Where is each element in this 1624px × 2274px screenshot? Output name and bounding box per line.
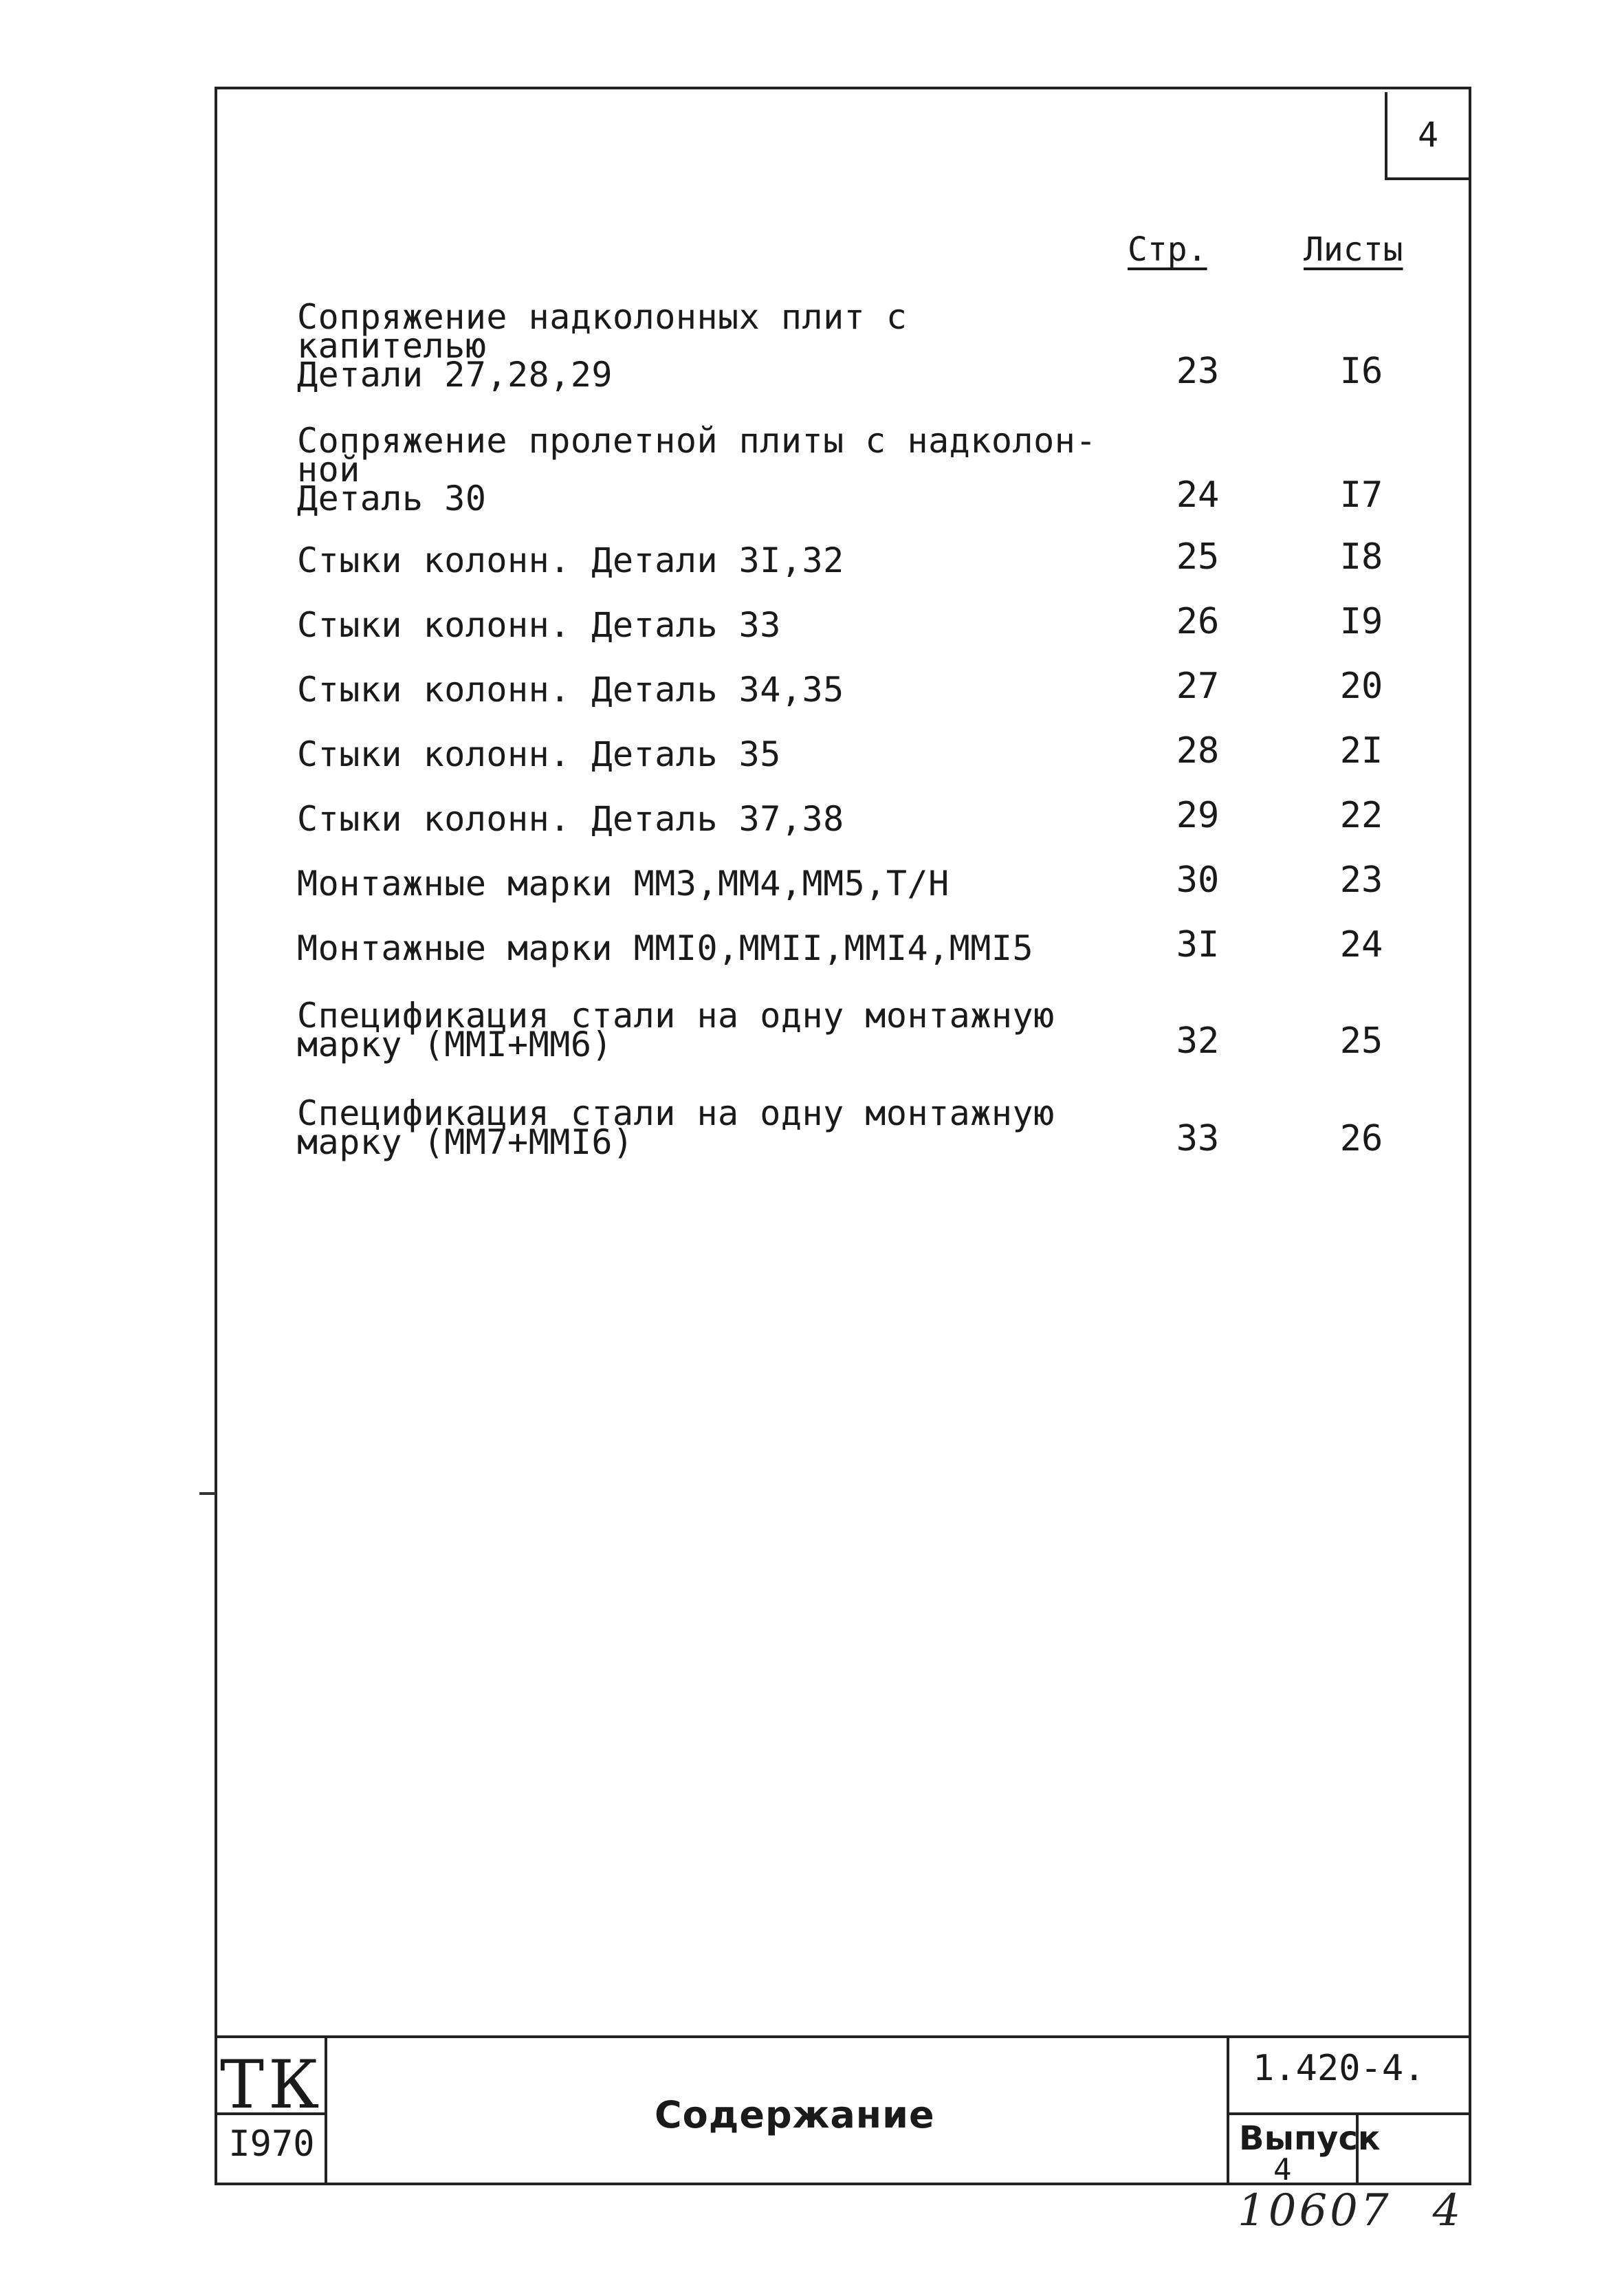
toc-page: 24 bbox=[1176, 474, 1220, 516]
toc-title: Стыки колонн. Деталь 34,35 bbox=[297, 670, 844, 710]
toc-row bbox=[297, 924, 1425, 968]
toc-sheet: 20 bbox=[1339, 666, 1383, 707]
toc-title: Стыки колонн. Деталь 35 bbox=[297, 734, 781, 774]
toc-row bbox=[297, 795, 1425, 839]
toc-title: Стыки колонн. Детали 3I,32 bbox=[297, 540, 844, 580]
binding-margin-mark bbox=[199, 1492, 216, 1495]
toc-row bbox=[297, 666, 1425, 710]
toc-page: 23 bbox=[1176, 351, 1220, 392]
year: I970 bbox=[228, 2123, 315, 2165]
toc-page: 26 bbox=[1176, 601, 1220, 642]
toc-row bbox=[297, 730, 1425, 774]
toc-sheet: 24 bbox=[1339, 924, 1383, 965]
toc-row bbox=[297, 860, 1425, 904]
handwritten-inventory-number bbox=[1238, 2185, 1463, 2236]
toc-page: 29 bbox=[1176, 795, 1220, 836]
issue-number: 4 bbox=[1273, 2152, 1292, 2187]
toc-row bbox=[297, 1093, 1425, 1162]
toc-sheet: I8 bbox=[1339, 536, 1383, 578]
toc-title: Спецификация стали на одну монтажную марку (ММI+ММ6) bbox=[297, 996, 1055, 1064]
toc-title: Стыки колонн. Деталь 33 bbox=[297, 605, 781, 645]
toc-page: 27 bbox=[1176, 666, 1220, 707]
toc-page: 30 bbox=[1176, 860, 1220, 901]
toc-sheet: 23 bbox=[1339, 860, 1383, 901]
toc-page: 32 bbox=[1176, 1020, 1220, 1062]
column-header-sheets: Листы bbox=[1304, 230, 1403, 269]
toc-title: Спецификация стали на одну монтажную марку (ММ7+ММI6) bbox=[297, 1093, 1055, 1162]
toc-sheet: 26 bbox=[1339, 1118, 1383, 1159]
issue-label: Выпуск bbox=[1239, 2119, 1381, 2158]
toc-sheet: I6 bbox=[1339, 351, 1383, 392]
organization-mark: ТК bbox=[220, 2046, 324, 2123]
toc-row bbox=[297, 297, 1425, 395]
toc-title: Сопряжение надколонных плит с капителью Детали 27,28,29 bbox=[297, 297, 908, 395]
column-header-page: Стр. bbox=[1128, 230, 1207, 269]
handwritten-number: 10607 bbox=[1238, 2185, 1392, 2236]
title-block-divider bbox=[1227, 2038, 1229, 2185]
handwritten-page: 4 bbox=[1432, 2185, 1464, 2236]
title-block bbox=[215, 2035, 1471, 2185]
toc-title: Монтажные марки ММ3,ММ4,ММ5,Т/Н bbox=[297, 864, 950, 904]
toc-sheet: I7 bbox=[1339, 474, 1383, 516]
toc-page: 28 bbox=[1176, 730, 1220, 772]
toc-page: 33 bbox=[1176, 1118, 1220, 1159]
toc-sheet: 25 bbox=[1339, 1020, 1383, 1062]
toc-page: 3I bbox=[1176, 924, 1220, 965]
toc-row bbox=[297, 536, 1425, 580]
toc-row bbox=[297, 421, 1425, 518]
table-of-contents bbox=[297, 297, 1425, 1177]
toc-row bbox=[297, 601, 1425, 645]
toc-sheet: I9 bbox=[1339, 601, 1383, 642]
title-block-divider bbox=[325, 2038, 327, 2185]
toc-row bbox=[297, 996, 1425, 1064]
toc-title: Монтажные марки ММI0,ММII,ММI4,ММI5 bbox=[297, 928, 1034, 968]
toc-title: Стыки колонн. Деталь 37,38 bbox=[297, 799, 844, 839]
toc-title: Сопряжение пролетной плиты с надколон- ной Деталь 30 bbox=[297, 421, 1097, 518]
page-number: 4 bbox=[1385, 92, 1469, 180]
document-title: Содержание bbox=[655, 2093, 935, 2136]
series-code: 1.420-4. bbox=[1253, 2048, 1425, 2089]
toc-sheet: 22 bbox=[1339, 795, 1383, 836]
toc-page: 25 bbox=[1176, 536, 1220, 578]
title-block-divider bbox=[1228, 2112, 1469, 2115]
toc-sheet: 2I bbox=[1339, 730, 1383, 772]
